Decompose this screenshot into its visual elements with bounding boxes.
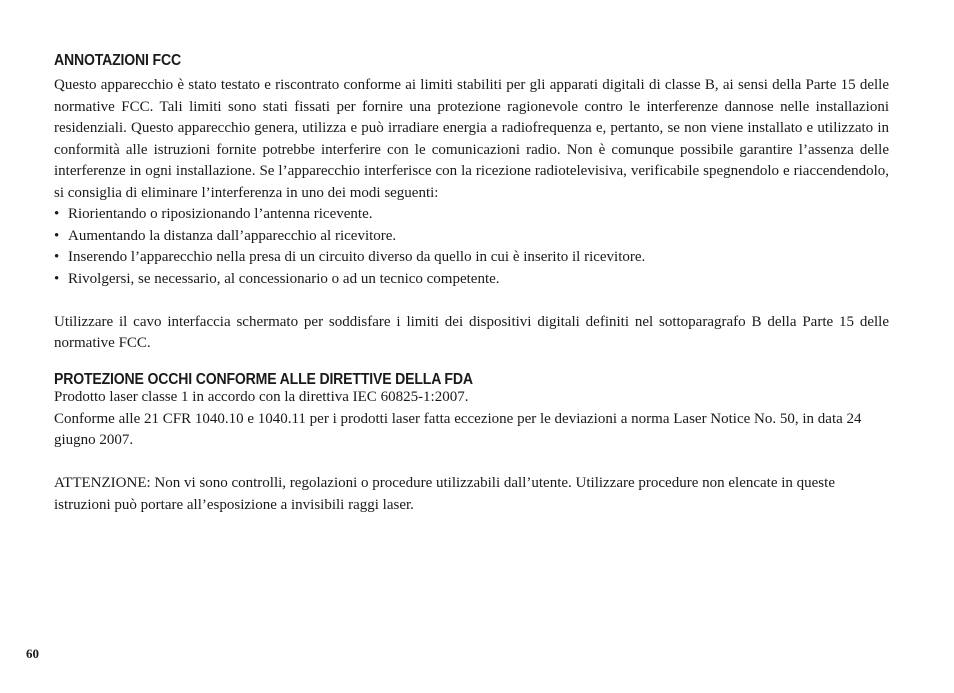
fcc-heading: ANNOTAZIONI FCC: [54, 52, 181, 69]
list-item: • Aumentando la distanza dall’apparecchio al ricevitore.: [54, 226, 889, 248]
list-item: • Inserendo l’apparecchio nella presa di un circuito diverso da quello in cui è inserito il ricevitore.: [54, 247, 889, 269]
bullet-icon: •: [54, 249, 60, 265]
list-item: • Riorientando o riposizionando l’antenna ricevente.: [54, 204, 889, 226]
fda-laser-class: Prodotto laser classe 1 in accordo con la direttiva IEC 60825-1:2007.: [54, 389, 469, 405]
fda-compliance: Conforme alle 21 CFR 1040.10 e 1040.11 per i prodotti laser fatta eccezione per le deviazioni a norma Laser Notice No. 50, in data 24 giugno 2007.: [54, 410, 862, 448]
fcc-closing-paragraph: Utilizzare il cavo interfaccia schermato per soddisfare i limiti dei dispositivi digitali definiti nel sottoparagrafo B della Parte 15 delle normative FCC.: [54, 313, 889, 351]
fcc-section: [54, 75, 889, 355]
list-item: • Rivolgersi, se necessario, al concessionario o ad un tecnico competente.: [54, 269, 889, 291]
bullet-icon: •: [54, 227, 60, 244]
bullet-icon: •: [54, 270, 60, 287]
bullet-icon: •: [54, 206, 60, 222]
fcc-paragraph: Questo apparecchio è stato testato e riscontrato conforme ai limiti stabiliti per gli apparati digitali di classe B, ai sensi della Parte 15 delle normative FCC. Tali limiti sono stati fissati per fornire una protezione ragionevole contro le interferenze dannose nelle installazioni residenziali. Questo apparecchio genera, utilizza e può irradiare energia a radiofrequenza e, pertanto, se non viene installato e utilizzato in conformità alle istruzioni fornite potrebbe interferire con le comunicazioni radio. Non è comunque possibile garantire l’assenza delle interferenze in ogni installazione. Se l’apparecchio interferisce con la ricezione radiotelevisiva, verificabile spegnendolo e riaccendendolo, si consiglia di eliminare l’interferenza in uno dei modi seguenti:: [54, 77, 889, 201]
page-number: 60: [26, 646, 39, 661]
fda-section: [54, 387, 889, 516]
fda-warning: ATTENZIONE: Non vi sono controlli, regolazioni o procedure utilizzabili dall’utente. Utilizzare procedure non elencate in queste istruzioni può portare all’esposizione a invisibili raggi laser.: [54, 475, 835, 513]
fcc-bullet-list: [54, 204, 889, 290]
fda-heading: PROTEZIONE OCCHI CONFORME ALLE DIRETTIVE DELLA FDA: [54, 371, 473, 388]
